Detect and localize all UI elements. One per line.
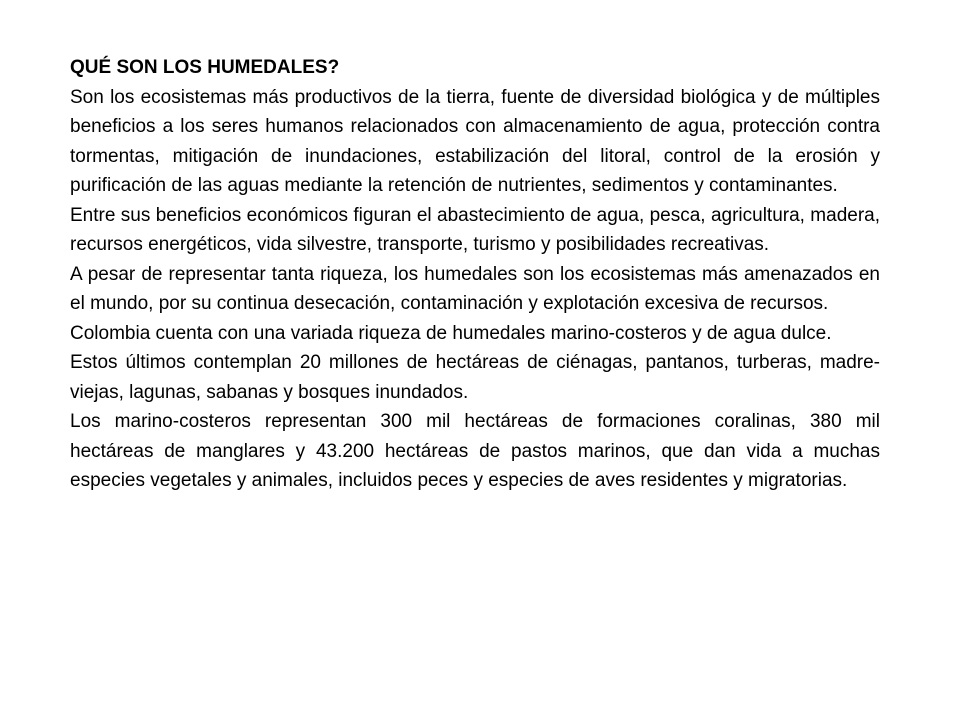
paragraph-colombia: Colombia cuenta con una variada riqueza de humedales marino-costeros y de agua dulce.	[70, 322, 832, 344]
paragraph-economic-benefits: Entre sus beneficios económicos figuran el abastecimiento de agua, pesca, agricultura, madera, recursos energéticos, vida silvestre, transporte, turismo y posibilidades recreativas.	[70, 204, 880, 255]
page-title: QUÉ SON LOS HUMEDALES?	[70, 57, 340, 78]
text-body	[70, 53, 880, 496]
paragraph-definition: Son los ecosistemas más productivos de la tierra, fuente de diversidad biológica y de múltiples beneficios a los seres humanos relacionados con almacenamiento de agua, protección contra tormentas, mitigación de inundaciones, estabilización del litoral, control de la erosión y purificación de las aguas mediante la retención de nutrientes, sedimentos y contaminantes.	[70, 86, 880, 196]
paragraph-marine-coastal: Los marino-costeros representan 300 mil hectáreas de formaciones coralinas, 380 mil hectáreas de manglares y 43.200 hectáreas de pastos marinos, que dan vida a muchas especies vegetales y animales, incluidos peces y especies de aves residentes y migratorias.	[70, 411, 880, 491]
paragraph-freshwater: Estos últimos contemplan 20 millones de hectáreas de ciénagas, pantanos, turberas, madre-viejas, lagunas, sabanas y bosques inundados.	[70, 352, 880, 403]
paragraph-threats: A pesar de representar tanta riqueza, los humedales son los ecosistemas más amenazados en el mundo, por su continua desecación, contaminación y explotación excesiva de recursos.	[70, 263, 880, 314]
